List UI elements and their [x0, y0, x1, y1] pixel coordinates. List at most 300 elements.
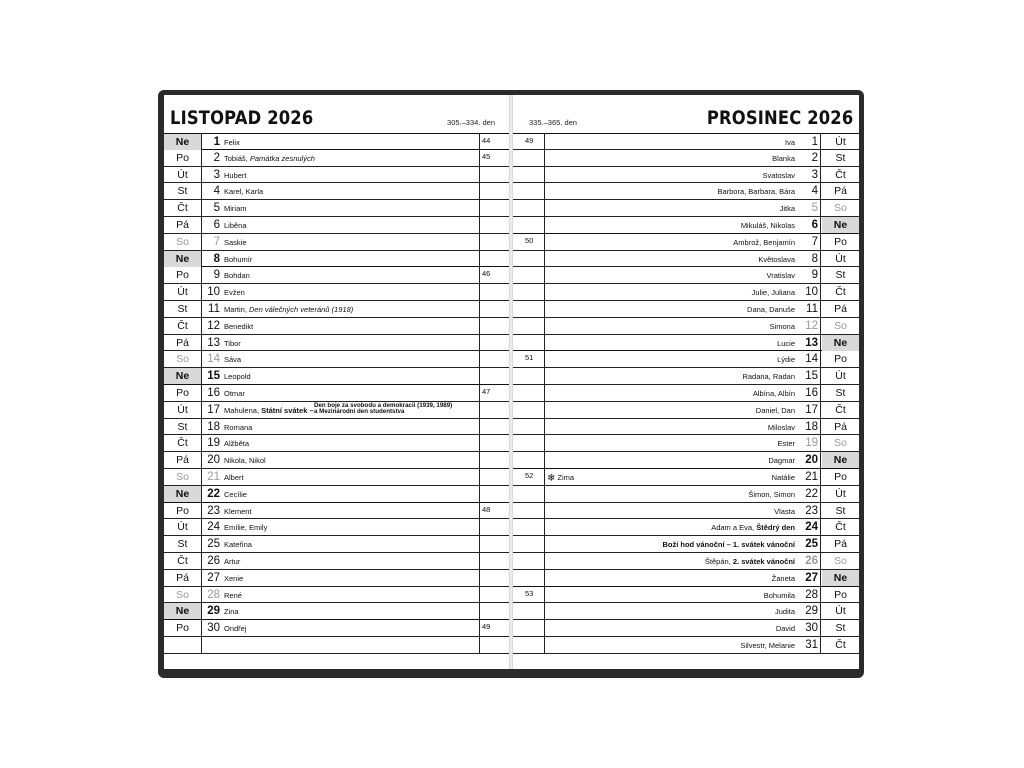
name-day: [662, 536, 795, 552]
day-number: 27: [805, 571, 818, 584]
day-row: [513, 200, 859, 217]
week-column-divider: [479, 183, 480, 199]
day-number: 9: [213, 269, 220, 282]
week-column-divider: [479, 267, 480, 283]
week-column-divider: [544, 637, 545, 653]
column-divider: [820, 217, 821, 233]
weekday: So: [176, 588, 189, 601]
name-text: Martin,: [224, 304, 250, 314]
column-divider: [820, 570, 821, 586]
day-row: [513, 519, 859, 536]
week-column-divider: [479, 301, 480, 317]
week-column-divider: [544, 318, 545, 334]
column-divider: [820, 183, 821, 199]
name-day: [742, 368, 795, 384]
name-day: [705, 553, 795, 569]
day-row: [513, 301, 859, 318]
weekday: Ne: [822, 570, 859, 586]
name-day: [224, 351, 241, 367]
page-november: [164, 95, 509, 669]
name-text: Štěpán,: [704, 556, 733, 566]
weekday: Pá: [834, 420, 847, 433]
name-day: [224, 217, 247, 233]
name-day: [224, 486, 247, 502]
week-column-divider: [479, 570, 480, 586]
day-number: 3: [213, 168, 220, 181]
name-day: [711, 519, 795, 535]
week-column-divider: [544, 251, 545, 267]
day-row: [513, 385, 859, 402]
week-column-divider: [544, 587, 545, 603]
day-number: 17: [207, 403, 220, 416]
name-day: [741, 217, 795, 233]
weekday: St: [177, 302, 188, 315]
column-divider: [820, 351, 821, 367]
day-range: 305.–334. den: [447, 118, 495, 127]
name-day: [224, 385, 245, 401]
day-number: 2: [213, 151, 220, 164]
week-column-divider: [479, 351, 480, 367]
weekday: Ne: [822, 452, 859, 468]
weekday: Pá: [176, 454, 189, 467]
name-day: [758, 251, 795, 267]
name-text: Bohumila: [763, 590, 795, 600]
weekday: Čt: [177, 319, 188, 332]
day-list: [164, 133, 509, 654]
name-day: [777, 351, 795, 367]
name-text: David: [775, 624, 795, 634]
name-day: [224, 553, 240, 569]
holiday-text: 2. svátek vánoční: [732, 556, 795, 566]
day-number: 26: [207, 554, 220, 567]
name-day: [772, 469, 795, 485]
name-day: [770, 318, 795, 334]
name-day: [224, 603, 239, 619]
month-title: LISTOPAD 2026: [170, 107, 314, 129]
weekday: So: [834, 319, 847, 332]
week-column-divider: [544, 469, 545, 485]
name-day: [777, 335, 795, 351]
name-text: Mahulena,: [224, 405, 262, 415]
name-day: [224, 251, 252, 267]
name-text: Judita: [774, 607, 795, 617]
weekday: Čt: [835, 286, 846, 299]
weekday: St: [835, 386, 846, 399]
name-text: Radana, Radan: [742, 372, 795, 382]
holiday-text: Štědrý den: [756, 523, 795, 533]
day-row: [513, 167, 859, 184]
day-number: 13: [207, 336, 220, 349]
name-text: Leopold: [224, 372, 251, 382]
season-label: Zima: [557, 472, 575, 482]
name-day: [224, 335, 241, 351]
name-text: Jitka: [779, 204, 795, 214]
name-text: René: [224, 590, 242, 600]
column-divider: [820, 503, 821, 519]
name-text: Ondřej: [224, 624, 247, 634]
week-column-divider: [479, 435, 480, 451]
name-day: [776, 620, 795, 636]
day-number: 19: [207, 437, 220, 450]
name-day: [224, 150, 315, 166]
day-row: [513, 267, 859, 284]
weekday: Ne: [822, 335, 859, 351]
day-number: 18: [207, 420, 220, 433]
name-text: Žaneta: [771, 573, 795, 583]
diary-spread: [158, 90, 864, 678]
week-column-divider: [544, 284, 545, 300]
day-number: 30: [805, 622, 818, 635]
day-row: [513, 536, 859, 553]
name-text: Alžběta: [224, 439, 250, 449]
weekday: Ne: [164, 134, 201, 150]
name-day: [224, 402, 314, 418]
day-number: 28: [207, 588, 220, 601]
week-column-divider: [479, 318, 480, 334]
day-row: [513, 368, 859, 385]
day-number: 2: [811, 151, 818, 164]
day-row: [164, 301, 509, 318]
day-number: 8: [811, 252, 818, 265]
name-day: [748, 486, 795, 502]
column-divider: [820, 234, 821, 250]
weekday: So: [176, 353, 189, 366]
name-text: Barbora, Barbara, Bára: [717, 187, 795, 197]
weekday: Čt: [835, 521, 846, 534]
weekday: St: [835, 504, 846, 517]
column-divider: [820, 284, 821, 300]
day-row: [164, 553, 509, 570]
holiday-text: Boží hod vánoční – 1. svátek vánoční: [662, 540, 795, 550]
week-column-divider: [544, 267, 545, 283]
day-row: [164, 486, 509, 503]
week-number: 49: [525, 136, 534, 145]
day-row: [513, 133, 859, 150]
weekday: Út: [177, 168, 188, 181]
page-december: [513, 95, 859, 669]
day-number: 13: [805, 336, 818, 349]
column-divider: [820, 251, 821, 267]
weekday: Ne: [822, 217, 859, 233]
weekday: Út: [835, 605, 846, 618]
week-column-divider: [544, 183, 545, 199]
weekday: Čt: [835, 403, 846, 416]
day-number: 23: [805, 504, 818, 517]
day-row: [164, 133, 509, 150]
week-column-divider: [544, 620, 545, 636]
name-text: Nikola, Nikol: [224, 456, 266, 466]
week-column-divider: [544, 536, 545, 552]
name-text: Natálie: [771, 472, 795, 482]
day-number: 15: [805, 370, 818, 383]
weekday: Čt: [177, 554, 188, 567]
day-row: [513, 452, 859, 469]
day-number: 22: [805, 487, 818, 500]
week-number: 52: [525, 470, 534, 480]
name-text: Adam a Eva,: [711, 523, 757, 533]
holiday-note-line: a Mezinárodní den studentstva: [314, 408, 405, 416]
week-column-divider: [479, 637, 480, 653]
weekday: Ne: [164, 251, 201, 267]
name-text: Hubert: [224, 170, 247, 180]
day-row: [513, 183, 859, 200]
day-row: [513, 251, 859, 268]
column-divider: [820, 419, 821, 435]
week-number: 44: [482, 136, 491, 145]
weekday: Po: [834, 588, 847, 601]
weekday: Út: [177, 286, 188, 299]
day-number: 24: [207, 521, 220, 534]
day-number: 5: [213, 202, 220, 215]
day-number: 12: [805, 319, 818, 332]
snowflake-icon: ❄: [547, 472, 556, 484]
weekday: Pá: [834, 185, 847, 198]
name-text: Kateřina: [224, 540, 252, 550]
day-number: 10: [207, 286, 220, 299]
day-row: [513, 335, 859, 352]
name-text: Karel, Karla: [224, 187, 264, 197]
name-text: Xenie: [224, 573, 244, 583]
day-number: 20: [805, 454, 818, 467]
name-text: Romana: [224, 422, 253, 432]
week-column-divider: [479, 519, 480, 535]
day-number: 23: [207, 504, 220, 517]
weekday: Út: [835, 252, 846, 265]
day-row: [164, 251, 509, 268]
week-column-divider: [479, 368, 480, 384]
day-row: [164, 267, 509, 284]
weekday: Po: [176, 151, 189, 164]
name-day: [224, 368, 251, 384]
name-day: [224, 267, 250, 283]
week-column-divider: [479, 503, 480, 519]
name-day: [224, 234, 247, 250]
day-number: 7: [213, 235, 220, 248]
week-column-divider: [479, 234, 480, 250]
weekday: Pá: [834, 538, 847, 551]
name-day: [224, 284, 245, 300]
day-number: 16: [207, 386, 220, 399]
weekday: Po: [834, 470, 847, 483]
day-number: 24: [805, 521, 818, 534]
name-day: [747, 301, 795, 317]
name-day: [733, 234, 795, 250]
name-day: [717, 183, 795, 199]
day-row: [513, 217, 859, 234]
month-title: PROSINEC 2026: [706, 107, 853, 129]
day-range: 335.–365. den: [529, 118, 577, 127]
week-column-divider: [544, 301, 545, 317]
day-row: [164, 351, 509, 368]
name-day: [224, 183, 263, 199]
weekday: Čt: [835, 168, 846, 181]
day-row: [164, 469, 509, 486]
day-number: 18: [805, 420, 818, 433]
weekday: St: [835, 269, 846, 282]
day-number: 1: [811, 136, 818, 148]
name-day: [224, 620, 247, 636]
day-number: 21: [805, 470, 818, 483]
week-column-divider: [544, 217, 545, 233]
name-day: [756, 402, 795, 418]
name-text: Zina: [224, 607, 239, 617]
week-column-divider: [544, 351, 545, 367]
name-day: [224, 435, 249, 451]
week-column-divider: [479, 284, 480, 300]
name-day: [762, 167, 795, 183]
name-day: [224, 570, 243, 586]
weekday: Út: [177, 403, 188, 416]
week-number: 48: [482, 504, 491, 514]
observance-text: Den válečných veteránů (1918): [249, 304, 354, 314]
day-row: [513, 620, 859, 637]
name-day: [224, 318, 253, 334]
week-column-divider: [544, 234, 545, 250]
day-number: 22: [207, 487, 220, 500]
name-text: Miloslav: [767, 422, 795, 432]
week-number: 53: [525, 588, 534, 598]
day-number: 28: [805, 588, 818, 601]
column-divider: [820, 167, 821, 183]
week-column-divider: [479, 603, 480, 619]
day-row: [513, 503, 859, 520]
name-day: [752, 284, 795, 300]
name-text: Albína, Albín: [752, 388, 795, 398]
day-number: 21: [207, 470, 220, 483]
name-text: Tobiáš,: [224, 153, 250, 163]
column-divider: [820, 134, 821, 149]
week-column-divider: [479, 419, 480, 435]
week-number: 50: [525, 235, 534, 245]
day-row: [513, 637, 859, 654]
day-number: 6: [811, 218, 818, 231]
weekday: Čt: [177, 437, 188, 450]
name-day: [224, 301, 353, 317]
weekday: Čt: [177, 202, 188, 215]
column-divider: [820, 452, 821, 468]
day-list: [513, 133, 859, 654]
day-row: [513, 570, 859, 587]
season-marker: [547, 469, 574, 486]
day-row: [164, 570, 509, 587]
day-row: [164, 402, 509, 419]
name-day: [224, 587, 242, 603]
name-day: [774, 503, 795, 519]
day-number: 3: [811, 168, 818, 181]
weekday: So: [176, 470, 189, 483]
name-text: Benedikt: [224, 321, 254, 331]
name-day: [768, 452, 795, 468]
name-day: [224, 519, 267, 535]
weekday: Po: [176, 622, 189, 635]
weekday: Po: [834, 235, 847, 248]
week-number: 51: [525, 353, 534, 363]
column-divider: [820, 603, 821, 619]
day-number: 31: [805, 638, 818, 651]
holiday-text: Státní svátek –: [261, 405, 314, 415]
week-column-divider: [544, 553, 545, 569]
day-row: [513, 469, 859, 486]
week-column-divider: [544, 385, 545, 401]
column-divider: [820, 553, 821, 569]
name-day: [775, 603, 795, 619]
name-text: Daniel, Dan: [755, 405, 795, 415]
name-text: Bohumír: [224, 254, 253, 264]
weekday: So: [834, 554, 847, 567]
week-column-divider: [479, 134, 480, 149]
day-row: [164, 335, 509, 352]
day-row: [164, 603, 509, 620]
column-divider: [820, 519, 821, 535]
week-column-divider: [544, 167, 545, 183]
weekday: Ne: [164, 368, 201, 384]
weekday: St: [177, 420, 188, 433]
weekday: St: [835, 622, 846, 635]
holiday-note-line: Den boje za svobodu a demokracii (1939, 1989): [314, 401, 453, 409]
name-text: Ambrož, Benjamín: [733, 237, 795, 247]
name-text: Tibor: [224, 338, 241, 348]
week-column-divider: [544, 402, 545, 418]
day-number: 30: [207, 622, 220, 635]
observance-text: Památka zesnulých: [249, 153, 315, 163]
day-row: [513, 603, 859, 620]
weekday: Ne: [164, 603, 201, 619]
weekday: Čt: [835, 638, 846, 651]
day-number: 8: [213, 252, 220, 265]
week-column-divider: [479, 452, 480, 468]
name-text: Saskie: [224, 237, 247, 247]
name-day: [767, 267, 795, 283]
weekday: Pá: [176, 571, 189, 584]
day-row: [513, 419, 859, 436]
name-text: Mikuláš, Nikolas: [740, 220, 795, 230]
name-day: [740, 637, 795, 653]
week-column-divider: [479, 620, 480, 636]
name-text: Šimon, Simon: [748, 489, 795, 499]
column-divider: [820, 486, 821, 502]
name-day: [224, 503, 252, 519]
week-number: 47: [482, 386, 491, 396]
week-column-divider: [479, 217, 480, 233]
name-text: Liběna: [224, 220, 247, 230]
column-divider: [820, 267, 821, 283]
name-text: Bohdan: [224, 271, 250, 281]
week-column-divider: [479, 251, 480, 267]
column-divider: [820, 469, 821, 485]
week-number: 45: [482, 151, 491, 161]
name-day: [224, 167, 247, 183]
weekday: Po: [176, 386, 189, 399]
weekday: Po: [176, 504, 189, 517]
name-text: Sáva: [224, 355, 242, 365]
week-column-divider: [544, 435, 545, 451]
weekday: Pá: [176, 336, 189, 349]
week-column-divider: [544, 134, 545, 149]
name-text: Svatoslav: [762, 170, 795, 180]
week-column-divider: [479, 587, 480, 603]
week-column-divider: [544, 519, 545, 535]
name-text: Dana, Danuše: [747, 304, 795, 314]
day-row: [513, 402, 859, 419]
day-row: [164, 435, 509, 452]
name-text: Cecílie: [224, 489, 247, 499]
name-text: Otmar: [224, 388, 245, 398]
day-row: [164, 284, 509, 301]
week-column-divider: [479, 402, 480, 418]
weekday: Út: [835, 370, 846, 383]
day-number: 26: [805, 554, 818, 567]
column-divider: [820, 200, 821, 216]
